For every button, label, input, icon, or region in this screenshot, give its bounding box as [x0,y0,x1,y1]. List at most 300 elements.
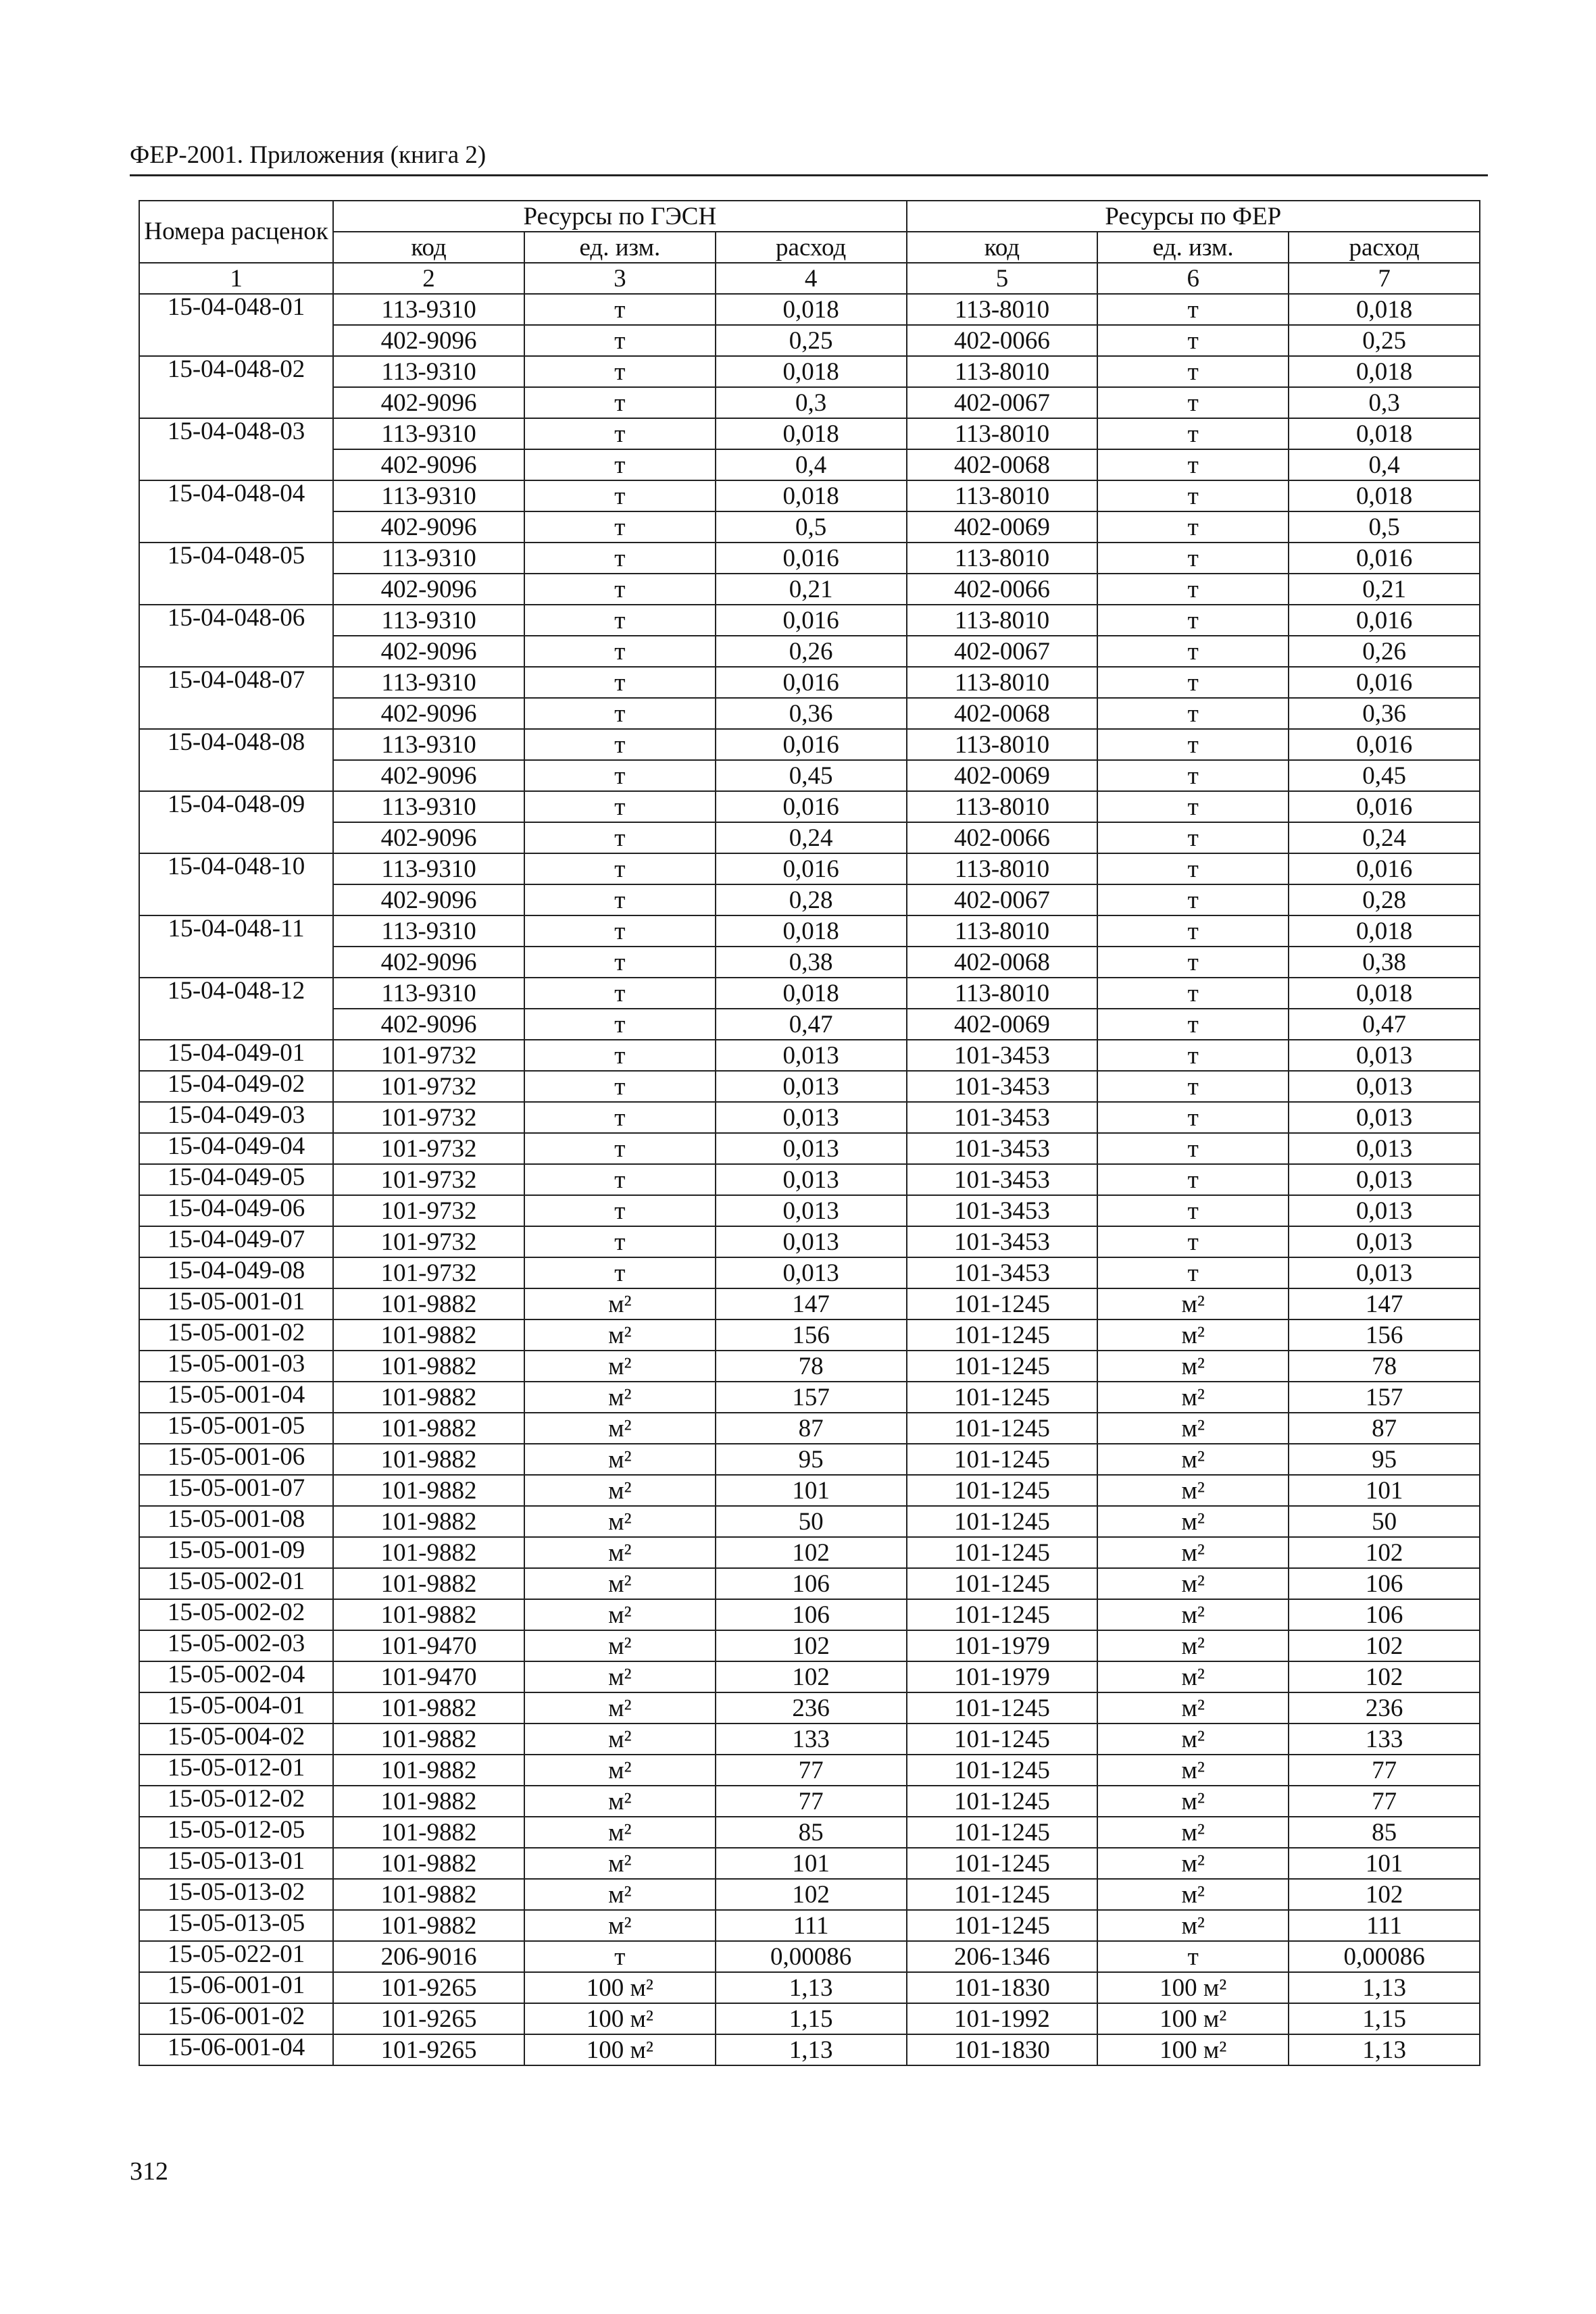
table-row [139,2034,1480,2065]
fer-code-cell: 402-0069 [907,1009,1098,1040]
table-row [139,1257,1480,1288]
table-body [139,294,1480,2065]
table-row [139,1692,1480,1724]
gesn-unit-cell: м² [524,1444,716,1475]
fer-unit-cell: м² [1097,1692,1289,1724]
page-number: 312 [130,2157,168,2186]
fer-usage-cell: 1,13 [1289,2034,1480,2065]
fer-unit-cell: т [1097,791,1289,822]
fer-unit-cell: т [1097,853,1289,884]
table-row [139,1102,1480,1133]
gesn-usage-cell: 0,013 [716,1102,907,1133]
gesn-usage-cell: 0,45 [716,760,907,791]
gesn-unit-cell: м² [524,1786,716,1817]
fer-code-cell: 402-0067 [907,636,1098,667]
column-number: 7 [1289,263,1480,294]
fer-unit-cell: т [1097,1226,1289,1257]
fer-code-cell: 101-1830 [907,2034,1098,2065]
table-row [139,574,1480,605]
gesn-unit-cell: м² [524,1661,716,1692]
header-fer-usage: расход [1289,232,1480,263]
gesn-code-cell: 101-9882 [333,1879,524,1910]
fer-code-cell: 113-8010 [907,978,1098,1009]
fer-code-cell: 101-1245 [907,1879,1098,1910]
gesn-code-cell: 101-9265 [333,1972,524,2003]
gesn-code-cell: 101-9265 [333,2034,524,2065]
gesn-code-cell: 402-9096 [333,760,524,791]
gesn-usage-cell: 50 [716,1506,907,1537]
rate-number-cell: 15-05-022-01 [139,1941,333,1972]
fer-usage-cell: 106 [1289,1599,1480,1630]
fer-code-cell: 113-8010 [907,418,1098,449]
fer-unit-cell: т [1097,1133,1289,1164]
rate-number-cell: 15-04-048-10 [139,853,333,915]
table-row [139,1288,1480,1319]
gesn-unit-cell: 100 м² [524,1972,716,2003]
rate-number-cell: 15-04-048-02 [139,356,333,418]
fer-usage-cell: 0,016 [1289,853,1480,884]
table-row [139,1040,1480,1071]
table-row [139,1133,1480,1164]
fer-usage-cell: 0,018 [1289,915,1480,947]
gesn-usage-cell: 0,36 [716,698,907,729]
gesn-usage-cell: 0,38 [716,947,907,978]
gesn-usage-cell: 0,016 [716,543,907,574]
rate-number-cell: 15-04-048-05 [139,543,333,605]
fer-code-cell: 101-1245 [907,1724,1098,1755]
gesn-code-cell: 113-9310 [333,978,524,1009]
gesn-usage-cell: 78 [716,1351,907,1382]
fer-usage-cell: 111 [1289,1910,1480,1941]
fer-usage-cell: 0,016 [1289,791,1480,822]
fer-usage-cell: 0,018 [1289,294,1480,325]
gesn-unit-cell: т [524,1040,716,1071]
rate-number-cell: 15-05-001-08 [139,1506,333,1537]
gesn-code-cell: 113-9310 [333,480,524,511]
fer-usage-cell: 102 [1289,1537,1480,1568]
table-row [139,1661,1480,1692]
rate-number-cell: 15-05-012-01 [139,1755,333,1786]
table-row [139,387,1480,418]
column-number: 5 [907,263,1098,294]
fer-usage-cell: 0,013 [1289,1133,1480,1164]
fer-code-cell: 101-1245 [907,1755,1098,1786]
gesn-code-cell: 101-9882 [333,1351,524,1382]
gesn-unit-cell: т [524,698,716,729]
table-row [139,978,1480,1009]
gesn-usage-cell: 0,013 [716,1195,907,1226]
gesn-unit-cell: т [524,1226,716,1257]
fer-code-cell: 101-3453 [907,1102,1098,1133]
gesn-usage-cell: 0,25 [716,325,907,356]
gesn-code-cell: 101-9732 [333,1226,524,1257]
gesn-unit-cell: т [524,449,716,480]
fer-usage-cell: 0,016 [1289,605,1480,636]
fer-code-cell: 101-3453 [907,1040,1098,1071]
gesn-unit-cell: т [524,418,716,449]
rate-number-cell: 15-05-012-05 [139,1817,333,1848]
gesn-usage-cell: 0,013 [716,1133,907,1164]
fer-code-cell: 101-1245 [907,1568,1098,1599]
fer-usage-cell: 102 [1289,1661,1480,1692]
fer-code-cell: 402-0069 [907,760,1098,791]
fer-usage-cell: 147 [1289,1288,1480,1319]
header-divider [130,174,1488,176]
gesn-usage-cell: 1,13 [716,1972,907,2003]
fer-unit-cell: т [1097,1941,1289,1972]
table-row [139,449,1480,480]
gesn-usage-cell: 147 [716,1288,907,1319]
fer-code-cell: 402-0068 [907,698,1098,729]
gesn-usage-cell: 0,013 [716,1226,907,1257]
gesn-unit-cell: т [524,325,716,356]
rate-number-cell: 15-05-004-01 [139,1692,333,1724]
gesn-unit-cell: т [524,574,716,605]
gesn-usage-cell: 95 [716,1444,907,1475]
fer-code-cell: 101-1245 [907,1848,1098,1879]
fer-code-cell: 206-1346 [907,1941,1098,1972]
fer-code-cell: 101-1245 [907,1288,1098,1319]
gesn-unit-cell: м² [524,1351,716,1382]
fer-code-cell: 101-1830 [907,1972,1098,2003]
fer-unit-cell: т [1097,449,1289,480]
fer-unit-cell: м² [1097,1351,1289,1382]
fer-code-cell: 101-3453 [907,1133,1098,1164]
table-row [139,1755,1480,1786]
gesn-unit-cell: 100 м² [524,2003,716,2034]
table-row [139,1910,1480,1941]
table-row [139,1941,1480,1972]
fer-usage-cell: 0,28 [1289,884,1480,915]
gesn-usage-cell: 102 [716,1537,907,1568]
header-gesn-group: Ресурсы по ГЭСН [333,201,906,232]
page-header-title: ФЕР-2001. Приложения (книга 2) [130,141,487,169]
gesn-code-cell: 113-9310 [333,605,524,636]
table-row [139,294,1480,325]
fer-code-cell: 113-8010 [907,915,1098,947]
table-row [139,2003,1480,2034]
gesn-code-cell: 101-9882 [333,1288,524,1319]
fer-code-cell: 113-8010 [907,605,1098,636]
gesn-unit-cell: т [524,511,716,543]
gesn-usage-cell: 0,018 [716,480,907,511]
header-row-columns [139,232,1480,263]
gesn-code-cell: 113-9310 [333,729,524,760]
fer-unit-cell: м² [1097,1319,1289,1351]
gesn-unit-cell: м² [524,1630,716,1661]
fer-usage-cell: 77 [1289,1755,1480,1786]
gesn-usage-cell: 1,13 [716,2034,907,2065]
fer-unit-cell: т [1097,511,1289,543]
gesn-unit-cell: т [524,667,716,698]
gesn-usage-cell: 102 [716,1630,907,1661]
fer-unit-cell: т [1097,915,1289,947]
gesn-unit-cell: м² [524,1692,716,1724]
table-row [139,543,1480,574]
gesn-usage-cell: 106 [716,1599,907,1630]
fer-usage-cell: 106 [1289,1568,1480,1599]
fer-code-cell: 101-1245 [907,1506,1098,1537]
rate-number-cell: 15-04-049-03 [139,1102,333,1133]
table-row [139,1537,1480,1568]
header-row-numbers [139,263,1480,294]
gesn-code-cell: 402-9096 [333,449,524,480]
gesn-unit-cell: т [524,636,716,667]
gesn-unit-cell: м² [524,1755,716,1786]
column-number: 1 [139,263,333,294]
fer-code-cell: 113-8010 [907,294,1098,325]
table-row [139,667,1480,698]
rate-number-cell: 15-05-001-04 [139,1382,333,1413]
fer-usage-cell: 156 [1289,1319,1480,1351]
fer-usage-cell: 0,5 [1289,511,1480,543]
rate-number-cell: 15-04-048-11 [139,915,333,978]
fer-usage-cell: 0,45 [1289,760,1480,791]
fer-code-cell: 113-8010 [907,356,1098,387]
fer-usage-cell: 101 [1289,1475,1480,1506]
fer-unit-cell: м² [1097,1475,1289,1506]
gesn-unit-cell: м² [524,1288,716,1319]
gesn-unit-cell: т [524,729,716,760]
fer-usage-cell: 0,24 [1289,822,1480,853]
table-row [139,915,1480,947]
rate-number-cell: 15-05-013-02 [139,1879,333,1910]
gesn-usage-cell: 77 [716,1755,907,1786]
gesn-unit-cell: т [524,1164,716,1195]
gesn-code-cell: 402-9096 [333,1009,524,1040]
gesn-unit-cell: м² [524,1724,716,1755]
gesn-code-cell: 113-9310 [333,418,524,449]
gesn-code-cell: 113-9310 [333,667,524,698]
gesn-usage-cell: 102 [716,1661,907,1692]
gesn-code-cell: 101-9882 [333,1848,524,1879]
gesn-usage-cell: 101 [716,1475,907,1506]
header-fer-unit: ед. изм. [1097,232,1289,263]
gesn-unit-cell: т [524,1257,716,1288]
fer-usage-cell: 0,4 [1289,449,1480,480]
column-number: 3 [524,263,716,294]
gesn-usage-cell: 0,016 [716,605,907,636]
rate-number-cell: 15-04-049-08 [139,1257,333,1288]
fer-unit-cell: т [1097,884,1289,915]
fer-unit-cell: т [1097,325,1289,356]
table-row [139,1848,1480,1879]
rate-number-cell: 15-05-002-04 [139,1661,333,1692]
gesn-usage-cell: 0,013 [716,1071,907,1102]
rate-number-cell: 15-04-049-01 [139,1040,333,1071]
gesn-unit-cell: т [524,543,716,574]
table-row [139,325,1480,356]
fer-usage-cell: 0,21 [1289,574,1480,605]
gesn-code-cell: 101-9882 [333,1413,524,1444]
gesn-usage-cell: 0,016 [716,853,907,884]
gesn-code-cell: 101-9882 [333,1537,524,1568]
column-number: 6 [1097,263,1289,294]
fer-code-cell: 101-1245 [907,1382,1098,1413]
fer-unit-cell: т [1097,294,1289,325]
fer-usage-cell: 77 [1289,1786,1480,1817]
fer-unit-cell: м² [1097,1848,1289,1879]
fer-usage-cell: 102 [1289,1630,1480,1661]
fer-code-cell: 101-1245 [907,1319,1098,1351]
gesn-unit-cell: т [524,1102,716,1133]
fer-usage-cell: 0,018 [1289,356,1480,387]
rate-number-cell: 15-05-004-02 [139,1724,333,1755]
rate-number-cell: 15-05-001-03 [139,1351,333,1382]
rate-number-cell: 15-04-048-03 [139,418,333,480]
resource-table [139,200,1480,2066]
fer-code-cell: 402-0069 [907,511,1098,543]
gesn-usage-cell: 77 [716,1786,907,1817]
gesn-code-cell: 101-9470 [333,1630,524,1661]
fer-code-cell: 101-3453 [907,1226,1098,1257]
fer-code-cell: 402-0067 [907,387,1098,418]
gesn-usage-cell: 0,018 [716,915,907,947]
table-row [139,1382,1480,1413]
gesn-unit-cell: т [524,760,716,791]
gesn-usage-cell: 85 [716,1817,907,1848]
fer-usage-cell: 0,016 [1289,543,1480,574]
gesn-code-cell: 101-9882 [333,1755,524,1786]
fer-unit-cell: т [1097,729,1289,760]
rate-number-cell: 15-06-001-02 [139,2003,333,2034]
table-row [139,1071,1480,1102]
gesn-code-cell: 101-9732 [333,1133,524,1164]
gesn-usage-cell: 0,016 [716,667,907,698]
gesn-usage-cell: 87 [716,1413,907,1444]
gesn-code-cell: 101-9882 [333,1506,524,1537]
fer-code-cell: 101-1245 [907,1537,1098,1568]
fer-code-cell: 113-8010 [907,543,1098,574]
table-row [139,1351,1480,1382]
header-gesn-unit: ед. изм. [524,232,716,263]
fer-unit-cell: 100 м² [1097,1972,1289,2003]
rate-number-cell: 15-04-048-07 [139,667,333,729]
table-row [139,1568,1480,1599]
table-row [139,791,1480,822]
gesn-usage-cell: 0,018 [716,294,907,325]
gesn-code-cell: 402-9096 [333,698,524,729]
gesn-usage-cell: 102 [716,1879,907,1910]
fer-code-cell: 101-1245 [907,1786,1098,1817]
gesn-unit-cell: т [524,915,716,947]
gesn-code-cell: 402-9096 [333,387,524,418]
fer-usage-cell: 1,13 [1289,1972,1480,2003]
fer-usage-cell: 0,26 [1289,636,1480,667]
rate-number-cell: 15-04-048-01 [139,294,333,356]
fer-code-cell: 101-1979 [907,1630,1098,1661]
rate-number-cell: 15-04-049-04 [139,1133,333,1164]
fer-unit-cell: т [1097,978,1289,1009]
fer-code-cell: 101-3453 [907,1164,1098,1195]
table-row [139,418,1480,449]
table-row [139,947,1480,978]
rate-number-cell: 15-05-002-03 [139,1630,333,1661]
gesn-code-cell: 402-9096 [333,325,524,356]
gesn-usage-cell: 106 [716,1568,907,1599]
rate-number-cell: 15-05-002-02 [139,1599,333,1630]
header-fer-code: код [907,232,1098,263]
gesn-unit-cell: м² [524,1848,716,1879]
fer-code-cell: 101-1245 [907,1351,1098,1382]
gesn-code-cell: 101-9732 [333,1257,524,1288]
gesn-code-cell: 101-9882 [333,1817,524,1848]
fer-usage-cell: 0,36 [1289,698,1480,729]
gesn-code-cell: 113-9310 [333,356,524,387]
fer-usage-cell: 236 [1289,1692,1480,1724]
gesn-unit-cell: м² [524,1413,716,1444]
gesn-usage-cell: 0,26 [716,636,907,667]
gesn-code-cell: 402-9096 [333,947,524,978]
fer-usage-cell: 0,00086 [1289,1941,1480,1972]
fer-unit-cell: т [1097,947,1289,978]
rate-number-cell: 15-04-049-06 [139,1195,333,1226]
fer-usage-cell: 102 [1289,1879,1480,1910]
fer-code-cell: 101-1992 [907,2003,1098,2034]
table-row [139,605,1480,636]
fer-code-cell: 101-1245 [907,1599,1098,1630]
table-row [139,1506,1480,1537]
fer-usage-cell: 0,016 [1289,667,1480,698]
fer-unit-cell: м² [1097,1568,1289,1599]
gesn-usage-cell: 0,013 [716,1040,907,1071]
table-row [139,729,1480,760]
gesn-usage-cell: 0,5 [716,511,907,543]
gesn-usage-cell: 0,016 [716,791,907,822]
table-row [139,1226,1480,1257]
fer-unit-cell: м² [1097,1413,1289,1444]
gesn-usage-cell: 0,4 [716,449,907,480]
fer-unit-cell: т [1097,1257,1289,1288]
rate-number-cell: 15-05-001-02 [139,1319,333,1351]
gesn-usage-cell: 0,013 [716,1164,907,1195]
header-row-groups [139,201,1480,232]
fer-unit-cell: м² [1097,1786,1289,1817]
fer-unit-cell: м² [1097,1599,1289,1630]
rate-number-cell: 15-05-013-05 [139,1910,333,1941]
gesn-unit-cell: 100 м² [524,2034,716,2065]
table-row [139,356,1480,387]
fer-usage-cell: 50 [1289,1506,1480,1537]
gesn-usage-cell: 157 [716,1382,907,1413]
gesn-usage-cell: 0,018 [716,356,907,387]
fer-unit-cell: т [1097,480,1289,511]
gesn-code-cell: 113-9310 [333,294,524,325]
fer-code-cell: 402-0068 [907,947,1098,978]
fer-unit-cell: м² [1097,1910,1289,1941]
rate-number-cell: 15-05-002-01 [139,1568,333,1599]
gesn-code-cell: 101-9732 [333,1102,524,1133]
gesn-unit-cell: т [524,387,716,418]
table-row [139,1817,1480,1848]
gesn-unit-cell: т [524,947,716,978]
column-number: 4 [716,263,907,294]
fer-usage-cell: 0,013 [1289,1071,1480,1102]
table-row [139,1599,1480,1630]
fer-unit-cell: т [1097,574,1289,605]
gesn-unit-cell: т [524,1009,716,1040]
fer-unit-cell: м² [1097,1755,1289,1786]
gesn-usage-cell: 0,013 [716,1257,907,1288]
fer-usage-cell: 0,013 [1289,1164,1480,1195]
fer-code-cell: 113-8010 [907,667,1098,698]
fer-unit-cell: м² [1097,1382,1289,1413]
fer-unit-cell: 100 м² [1097,2003,1289,2034]
table-row [139,1009,1480,1040]
gesn-unit-cell: т [524,1195,716,1226]
gesn-code-cell: 402-9096 [333,574,524,605]
header-rate-numbers: Номера расценок [139,201,333,263]
